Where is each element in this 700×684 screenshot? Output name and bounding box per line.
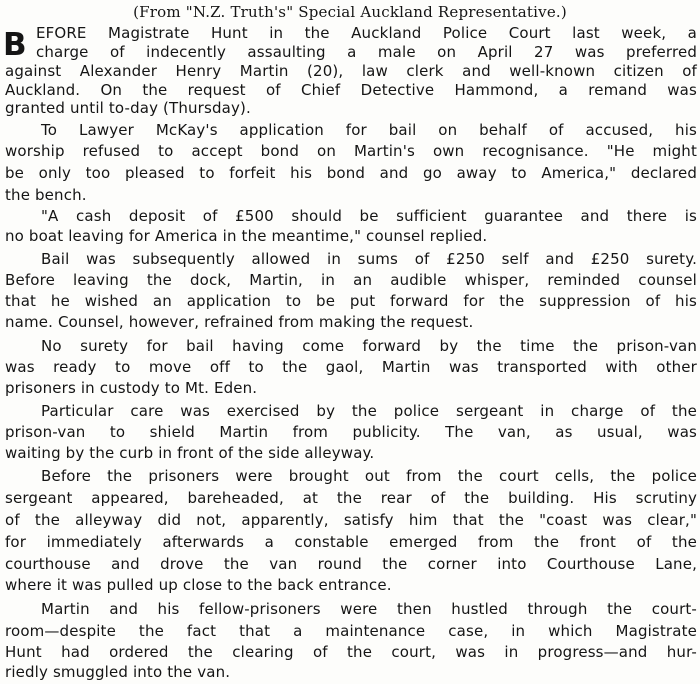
article-line: the bench.: [5, 186, 87, 204]
article-line: No surety for bail having come forward by the time the prison-van: [41, 337, 697, 355]
drop-cap: B: [3, 27, 27, 63]
article-line: Before leaving the dock, Martin, in an audible whisper, reminded counsel: [5, 271, 697, 289]
article-line: be only too pleased to forfeit his bond and go away to America," declared: [5, 164, 697, 182]
article-line: Auckland. On the request of Chief Detective Hammond, a remand was: [5, 81, 697, 99]
article-line: granted until to-day (Thursday).: [5, 99, 251, 117]
article-line: that he wished an application to be put forward for the suppression of his: [5, 292, 697, 310]
article-line: prison-van to shield Martin from publicity. The van, as usual, was: [5, 423, 697, 441]
article-line: name. Counsel, however, refrained from making the request.: [5, 313, 474, 331]
article-line: Before the prisoners were brought out from the court cells, the police: [41, 467, 697, 485]
article-line: for immediately afterwards a constable emerged from the front of the: [5, 533, 697, 551]
article-line: riedly smuggled into the van.: [5, 663, 231, 681]
byline: (From "N.Z. Truth's" Special Auckland Representative.): [133, 3, 567, 21]
article-line: of the alleyway did not, apparently, satisfy him that the "coast was clear,": [5, 511, 697, 529]
article-line: sergeant appeared, bareheaded, at the rear of the building. His scrutiny: [5, 489, 697, 507]
article-line: room—despite the fact that a maintenance case, in which Magistrate: [5, 622, 697, 640]
article-line: "A cash deposit of £500 should be sufficient guarantee and there is: [41, 207, 697, 225]
article-line: against Alexander Henry Martin (20), law clerk and well-known citizen of: [5, 62, 697, 80]
article-line: Martin and his fellow-prisoners were then hustled through the court-: [41, 600, 697, 618]
article-line: waiting by the curb in front of the side alleyway.: [5, 444, 375, 462]
article-line: courthouse and drove the van round the corner into Courthouse Lane,: [5, 555, 697, 573]
article-line: EFORE Magistrate Hunt in the Auckland Police Court last week, a: [36, 24, 697, 42]
article-line: Hunt had ordered the clearing of the court, was in progress—and hur-: [5, 643, 697, 661]
article-line: no boat leaving for America in the meantime," counsel replied.: [5, 227, 488, 245]
article-line: Particular care was exercised by the police sergeant in charge of the: [41, 402, 697, 420]
article-line: was ready to move off to the gaol, Martin was transported with other: [5, 358, 697, 376]
article-line: charge of indecently assaulting a male on April 27 was preferred: [36, 43, 697, 61]
article-line: Bail was subsequently allowed in sums of £250 self and £250 surety.: [41, 250, 697, 268]
article-line: where it was pulled up close to the back entrance.: [5, 576, 392, 594]
article-line: To Lawyer McKay's application for bail on behalf of accused, his: [41, 121, 697, 139]
article-line: worship refused to accept bond on Martin's own recognisance. "He might: [5, 142, 697, 160]
article-line: prisoners in custody to Mt. Eden.: [5, 379, 258, 397]
